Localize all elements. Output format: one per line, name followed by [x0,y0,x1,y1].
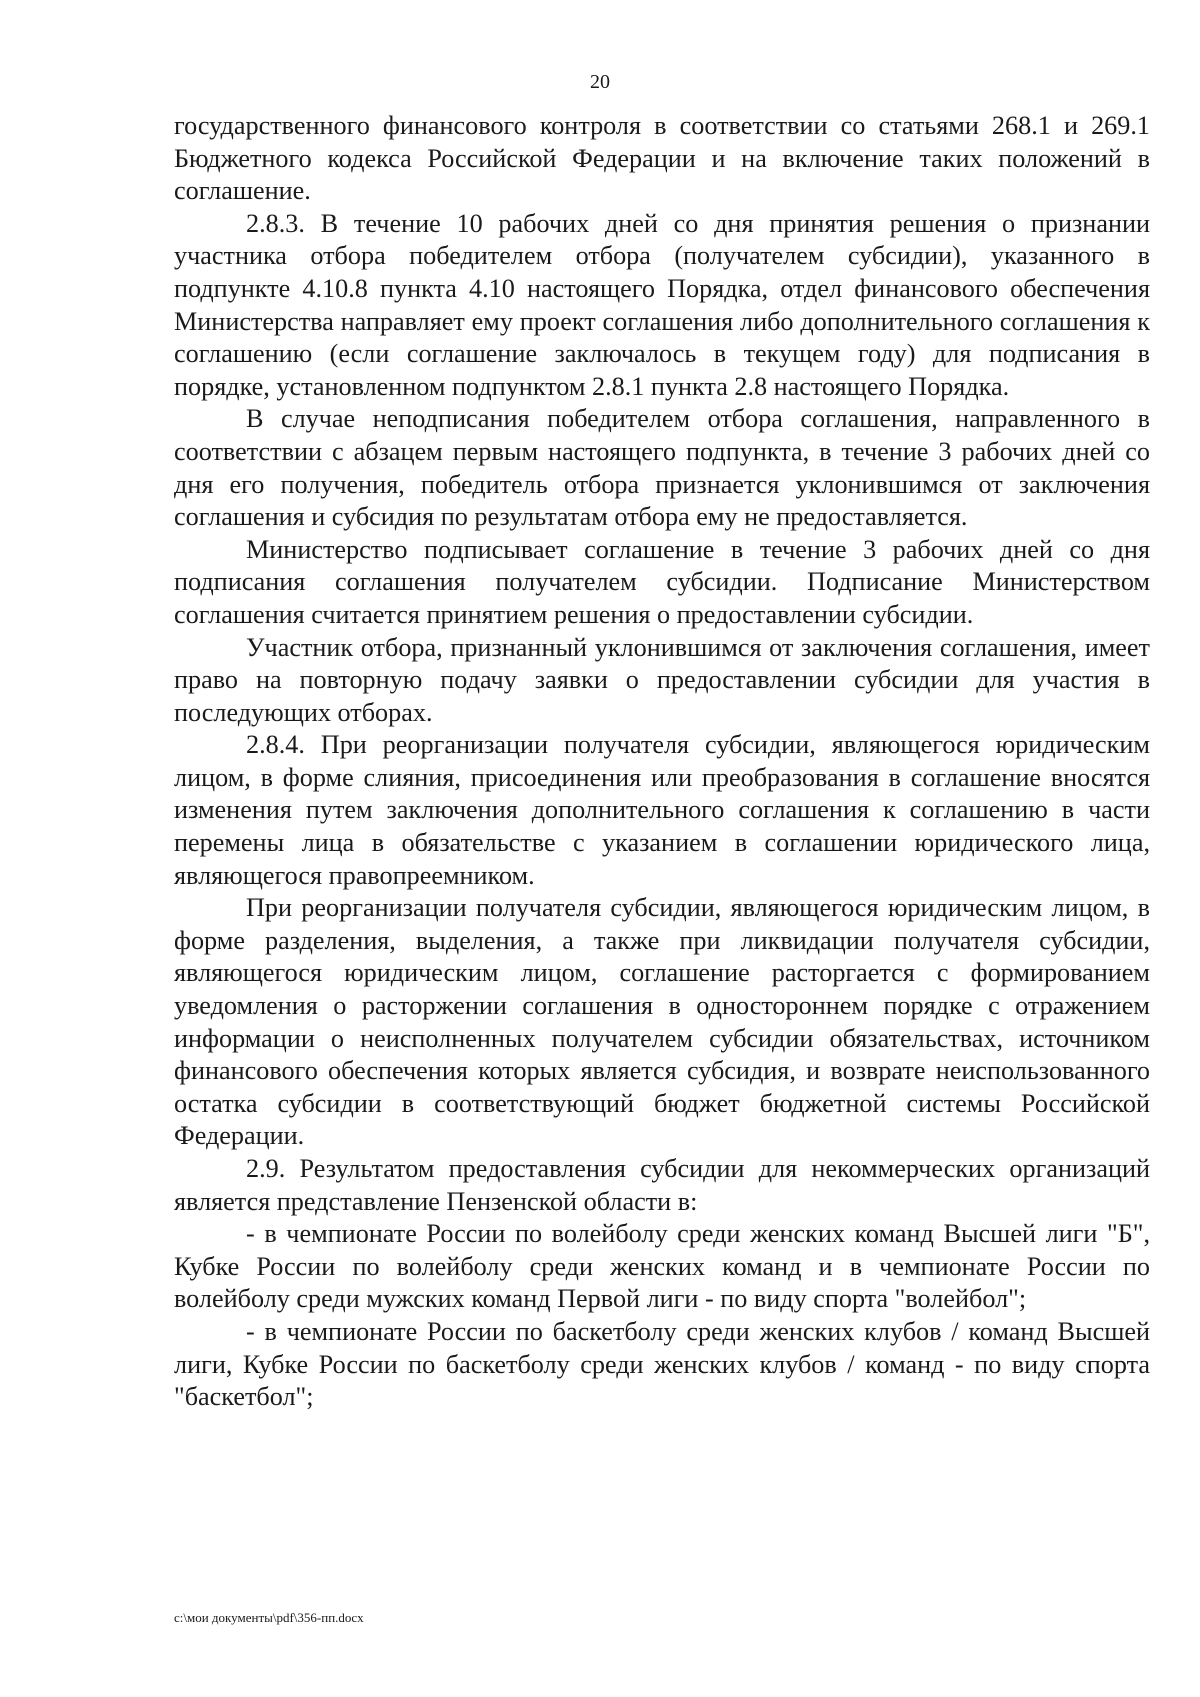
list-item: - в чемпионате России по баскетболу среди женских клубов / команд Высшей лиги, Кубке России по баскетболу среди женских клубов / команд - по виду спорта "баскетбол"; [174,1316,1150,1412]
paragraph: 2.8.3. В течение 10 рабочих дней со дня принятия решения о признании участника отбора победителем отбора (получателем субсидии), указанного в подпункте 4.10.8 пункта 4.10 настоящего Порядка, отдел финансового обеспечения Министерства направляет ему проект соглашения либо дополнительного соглашения к соглашению (если соглашение заключалось в текущем году) для подписания в порядке, установленном подпунктом 2.8.1 пункта 2.8 настоящего Порядка. [174,208,1150,401]
paragraph: государственного финансового контроля в соответствии со статьями 268.1 и 269.1 Бюджетного кодекса Российской Федерации и на включение таких положений в соглашение. [174,111,1150,206]
document-body [174,110,1150,1414]
footer-file-path: c:\мои документы\pdf\356-пп.docx [174,1610,364,1625]
paragraph: 2.8.4. При реорганизации получателя субсидии, являющегося юридическим лицом, в форме слияния, присоединения или преобразования в соглашение вносятся изменения путем заключения дополнительного соглашения к соглашению в части перемены лица в обязательстве с указанием в соглашении юридического лица, являющегося правопреемником. [174,730,1150,890]
page-number: 20 [590,71,610,93]
paragraph: Министерство подписывает соглашение в течение 3 рабочих дней со дня подписания соглашения получателем субсидии. Подписание Министерством соглашения считается принятием решения о предоставлении субсидии. [174,534,1150,629]
list-item: - в чемпионате России по волейболу среди женских команд Высшей лиги "Б", Кубке России по волейболу среди женских команд и в чемпионате России по волейболу среди мужских команд Первой лиги - по виду спорта "волейбол"; [174,1219,1150,1314]
paragraph: Участник отбора, признанный уклонившимся от заключения соглашения, имеет право на повторную подачу заявки о предоставлении субсидии для участия в последующих отборах. [174,632,1150,727]
paragraph: В случае неподписания победителем отбора соглашения, направленного в соответствии с абзацем первым настоящего подпункта, в течение 3 рабочих дней со дня его получения, победитель отбора признается уклонившимся от заключения соглашения и субсидия по результатам отбора ему не предоставляется. [174,404,1150,532]
paragraph: При реорганизации получателя субсидии, являющегося юридическим лицом, в форме разделения, выделения, а также при ликвидации получателя субсидии, являющегося юридическим лицом, соглашение расторгается с формированием уведомления о расторжении соглашения в одностороннем порядке с отражением информации о неисполненных получателем субсидии обязательствах, источником финансового обеспечения которых является субсидия, и возврате неиспользованного остатка субсидии в соответствующий бюджет бюджетной системы Российской Федерации. [174,893,1150,1151]
paragraph: 2.9. Результатом предоставления субсидии для некоммерческих организаций является представление Пензенской области в: [174,1154,1150,1216]
